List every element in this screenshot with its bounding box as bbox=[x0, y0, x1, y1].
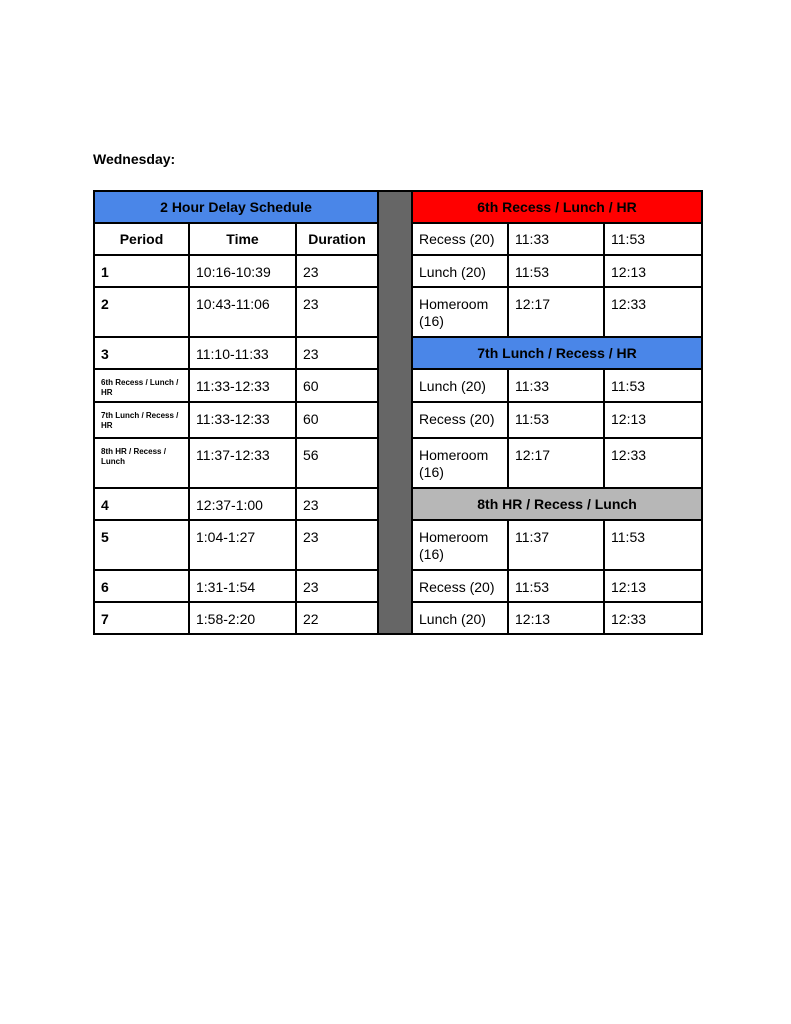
start-time-cell: 11:33 bbox=[508, 223, 604, 255]
column-header-time: Time bbox=[189, 223, 296, 255]
activity-cell: Lunch (20) bbox=[412, 255, 508, 287]
time-cell: 1:58-2:20 bbox=[189, 602, 296, 634]
column-header-period: Period bbox=[94, 223, 189, 255]
end-time-cell: 11:53 bbox=[604, 520, 702, 570]
start-time-cell: 11:37 bbox=[508, 520, 604, 570]
period-cell: 6 bbox=[94, 570, 189, 602]
duration-cell: 23 bbox=[296, 520, 378, 570]
duration-cell: 23 bbox=[296, 255, 378, 287]
start-time-cell: 11:53 bbox=[508, 570, 604, 602]
table-divider bbox=[378, 191, 412, 634]
seventh-grade-title: 7th Lunch / Recess / HR bbox=[412, 337, 702, 369]
period-cell: 2 bbox=[94, 287, 189, 337]
start-time-cell: 11:33 bbox=[508, 369, 604, 402]
activity-cell: Homeroom (16) bbox=[412, 287, 508, 337]
column-header-duration: Duration bbox=[296, 223, 378, 255]
end-time-cell: 12:33 bbox=[604, 602, 702, 634]
schedule-table bbox=[93, 190, 703, 635]
duration-cell: 60 bbox=[296, 402, 378, 438]
start-time-cell: 12:17 bbox=[508, 438, 604, 488]
delay-schedule-title: 2 Hour Delay Schedule bbox=[94, 191, 378, 223]
start-time-cell: 12:17 bbox=[508, 287, 604, 337]
period-cell: 6th Recess / Lunch / HR bbox=[94, 369, 189, 402]
duration-cell: 23 bbox=[296, 337, 378, 369]
end-time-cell: 12:33 bbox=[604, 287, 702, 337]
day-heading: Wednesday: bbox=[93, 151, 176, 167]
period-cell: 1 bbox=[94, 255, 189, 287]
duration-cell: 23 bbox=[296, 488, 378, 520]
duration-cell: 23 bbox=[296, 287, 378, 337]
period-cell: 7th Lunch / Recess / HR bbox=[94, 402, 189, 438]
activity-cell: Lunch (20) bbox=[412, 602, 508, 634]
start-time-cell: 11:53 bbox=[508, 402, 604, 438]
sixth-grade-title: 6th Recess / Lunch / HR bbox=[412, 191, 702, 223]
end-time-cell: 12:13 bbox=[604, 402, 702, 438]
activity-cell: Recess (20) bbox=[412, 402, 508, 438]
time-cell: 11:10-11:33 bbox=[189, 337, 296, 369]
end-time-cell: 12:13 bbox=[604, 255, 702, 287]
period-cell: 3 bbox=[94, 337, 189, 369]
time-cell: 11:33-12:33 bbox=[189, 402, 296, 438]
table-row bbox=[94, 191, 702, 223]
period-cell: 5 bbox=[94, 520, 189, 570]
duration-cell: 22 bbox=[296, 602, 378, 634]
activity-cell: Homeroom (16) bbox=[412, 520, 508, 570]
time-cell: 11:37-12:33 bbox=[189, 438, 296, 488]
start-time-cell: 12:13 bbox=[508, 602, 604, 634]
period-cell: 7 bbox=[94, 602, 189, 634]
time-cell: 1:04-1:27 bbox=[189, 520, 296, 570]
end-time-cell: 11:53 bbox=[604, 223, 702, 255]
time-cell: 1:31-1:54 bbox=[189, 570, 296, 602]
duration-cell: 56 bbox=[296, 438, 378, 488]
activity-cell: Recess (20) bbox=[412, 223, 508, 255]
period-cell: 8th HR / Recess / Lunch bbox=[94, 438, 189, 488]
end-time-cell: 12:13 bbox=[604, 570, 702, 602]
time-cell: 10:43-11:06 bbox=[189, 287, 296, 337]
duration-cell: 23 bbox=[296, 570, 378, 602]
end-time-cell: 11:53 bbox=[604, 369, 702, 402]
time-cell: 12:37-1:00 bbox=[189, 488, 296, 520]
start-time-cell: 11:53 bbox=[508, 255, 604, 287]
eighth-grade-title: 8th HR / Recess / Lunch bbox=[412, 488, 702, 520]
duration-cell: 60 bbox=[296, 369, 378, 402]
activity-cell: Homeroom (16) bbox=[412, 438, 508, 488]
end-time-cell: 12:33 bbox=[604, 438, 702, 488]
time-cell: 10:16-10:39 bbox=[189, 255, 296, 287]
time-cell: 11:33-12:33 bbox=[189, 369, 296, 402]
activity-cell: Recess (20) bbox=[412, 570, 508, 602]
activity-cell: Lunch (20) bbox=[412, 369, 508, 402]
period-cell: 4 bbox=[94, 488, 189, 520]
